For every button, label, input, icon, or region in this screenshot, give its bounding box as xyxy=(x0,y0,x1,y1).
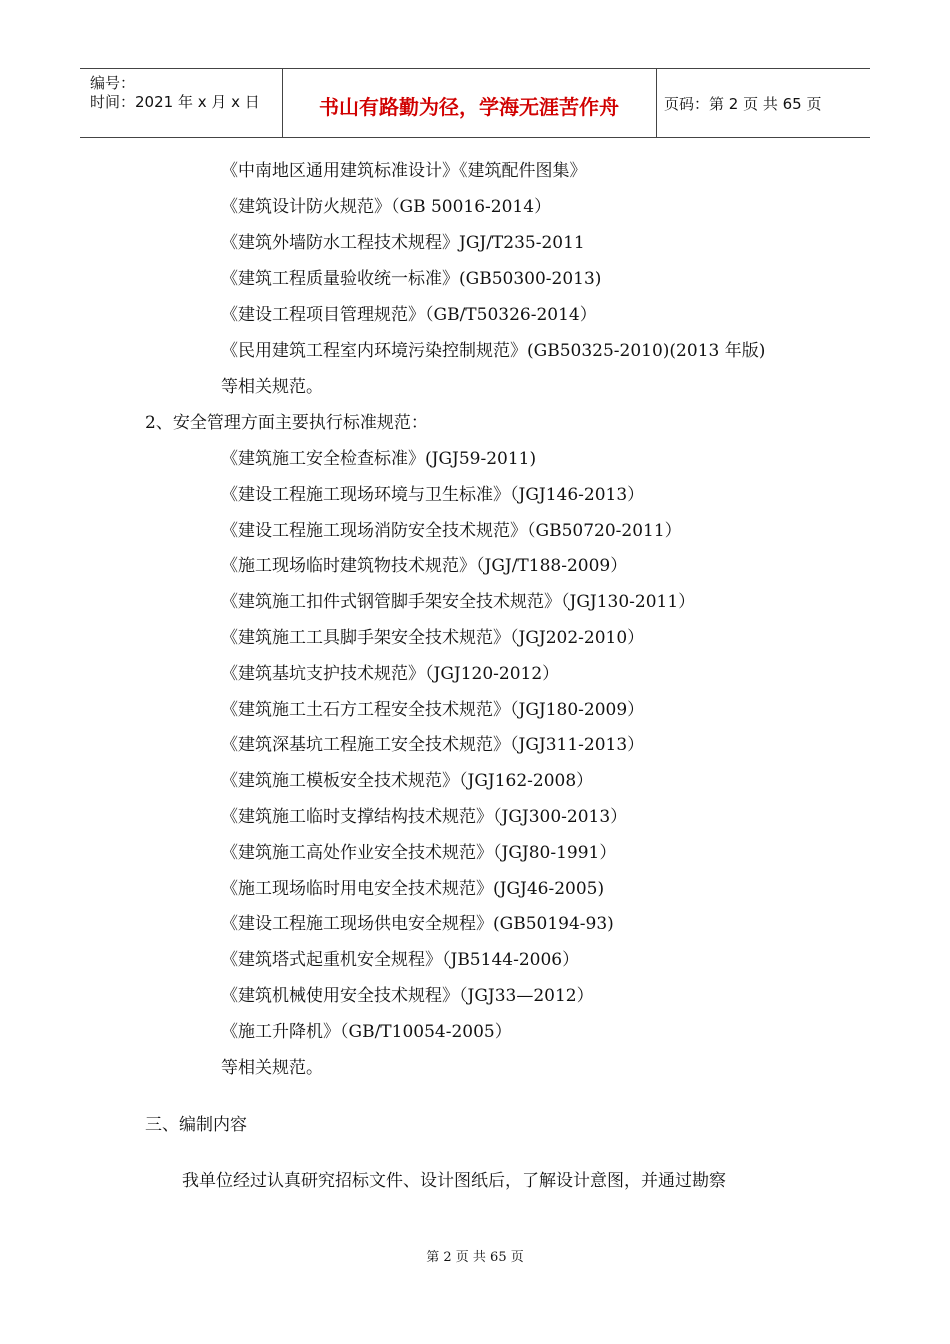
standard-item: 《中南地区通用建筑标准设计》《建筑配件图集》 xyxy=(221,161,587,181)
related-standards-note: 等相关规范。 xyxy=(221,377,323,397)
standard-item: 《建筑施工模板安全技术规范》（JGJ162-2008） xyxy=(221,771,594,791)
header-motto: 书山有路勤为径，学海无涯苦作舟 xyxy=(319,95,619,119)
standard-item: 《建设工程施工现场消防安全技术规范》（GB50720-2011） xyxy=(221,521,682,541)
standard-item: 《民用建筑工程室内环境污染控制规范》(GB50325-2010)(2013 年版) xyxy=(221,341,766,361)
standard-item: 《施工现场临时建筑物技术规范》（JGJ/T188-2009） xyxy=(221,556,628,576)
standard-item: 《建筑工程质量验收统一标准》(GB50300-2013) xyxy=(221,269,602,289)
safety-section-heading: 2、安全管理方面主要执行标准规范： xyxy=(145,413,428,433)
related-standards-note: 等相关规范。 xyxy=(221,1058,323,1078)
standard-item: 《施工现场临时用电安全技术规范》(JGJ46-2005) xyxy=(221,879,605,899)
body-paragraph: 我单位经过认真研究招标文件、设计图纸后，了解设计意图，并通过勘察 xyxy=(182,1171,726,1191)
standard-item: 《建筑基坑支护技术规范》（JGJ120-2012） xyxy=(221,664,560,684)
page-header xyxy=(80,68,870,138)
standard-item: 《建设工程施工现场环境与卫生标准》（JGJ146-2013） xyxy=(221,485,645,505)
standard-item: 《建筑施工安全检查标准》(JGJ59-2011) xyxy=(221,449,537,469)
standard-item: 《建筑施工土石方工程安全技术规范》（JGJ180-2009） xyxy=(221,700,645,720)
standard-item: 《建筑施工高处作业安全技术规范》（JGJ80-1991） xyxy=(221,843,617,863)
header-meta-cell xyxy=(80,69,283,137)
standard-item: 《建筑外墙防水工程技术规程》JGJ/T235-2011 xyxy=(221,233,585,253)
standard-item: 《建筑深基坑工程施工安全技术规范》（JGJ311-2013） xyxy=(221,735,645,755)
standard-item: 《建设工程施工现场供电安全规程》(GB50194-93) xyxy=(221,914,614,934)
standard-item: 《建设工程项目管理规范》（GB/T50326-2014） xyxy=(221,305,597,325)
page-footer: 第 2 页 共 65 页 xyxy=(426,1250,524,1265)
standard-item: 《建筑施工临时支撑结构技术规范》（JGJ300-2013） xyxy=(221,807,628,827)
standard-item: 《建筑塔式起重机安全规程》（JB5144-2006） xyxy=(221,950,580,970)
header-motto-cell xyxy=(282,69,657,137)
section-three-heading: 三、编制内容 xyxy=(145,1115,247,1135)
header-page-number: 页码：第 2 页 共 65 页 xyxy=(664,95,822,113)
standard-item: 《建筑施工扣件式钢管脚手架安全技术规范》（JGJ130-2011） xyxy=(221,592,696,612)
standard-item: 《建筑机械使用安全技术规程》（JGJ33—2012） xyxy=(221,986,594,1006)
standard-item: 《建筑施工工具脚手架安全技术规范》（JGJ202-2010） xyxy=(221,628,645,648)
standard-item: 《施工升降机》（GB/T10054-2005） xyxy=(221,1022,512,1042)
header-page-cell xyxy=(656,69,870,137)
document-code-label: 编号： xyxy=(90,74,136,92)
standard-item: 《建筑设计防火规范》（GB 50016-2014） xyxy=(221,197,552,217)
document-date-label: 时间：2021 年 x 月 x 日 xyxy=(90,93,260,111)
